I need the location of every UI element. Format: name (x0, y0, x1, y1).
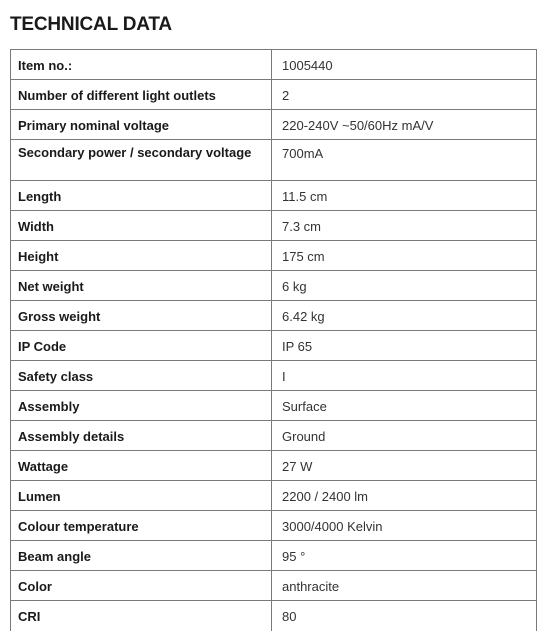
spec-label: Safety class (11, 361, 272, 391)
spec-value: 7.3 cm (272, 211, 537, 241)
spec-value: 27 W (272, 451, 537, 481)
table-row (11, 271, 537, 301)
spec-value: 11.5 cm (272, 181, 537, 211)
spec-label: Color (11, 571, 272, 601)
spec-value: 175 cm (272, 241, 537, 271)
spec-label: Net weight (11, 271, 272, 301)
table-row (11, 50, 537, 80)
spec-value: anthracite (272, 571, 537, 601)
table-row (11, 140, 537, 181)
technical-data-table (10, 49, 537, 631)
spec-label: Number of different light outlets (11, 80, 272, 110)
table-row (11, 361, 537, 391)
table-row (11, 241, 537, 271)
table-row (11, 571, 537, 601)
spec-label: Beam angle (11, 541, 272, 571)
spec-value: 95 ° (272, 541, 537, 571)
spec-label: Lumen (11, 481, 272, 511)
table-row (11, 391, 537, 421)
spec-label: Primary nominal voltage (11, 110, 272, 140)
table-row (11, 211, 537, 241)
table-row (11, 421, 537, 451)
table-row (11, 451, 537, 481)
page-title: TECHNICAL DATA (10, 14, 172, 35)
spec-value: 1005440 (272, 50, 537, 80)
table-row (11, 511, 537, 541)
spec-label: IP Code (11, 331, 272, 361)
table-row (11, 601, 537, 631)
spec-value: 3000/4000 Kelvin (272, 511, 537, 541)
spec-value: 6.42 kg (272, 301, 537, 331)
spec-label: Width (11, 211, 272, 241)
table-row (11, 301, 537, 331)
spec-value: Surface (272, 391, 537, 421)
spec-value: 2200 / 2400 lm (272, 481, 537, 511)
spec-value: 700mA (272, 140, 537, 181)
spec-value: I (272, 361, 537, 391)
spec-label: Assembly (11, 391, 272, 421)
table-row (11, 481, 537, 511)
spec-value: 220-240V ~50/60Hz mA/V (272, 110, 537, 140)
spec-label: CRI (11, 601, 272, 631)
spec-label: Length (11, 181, 272, 211)
spec-value: 80 (272, 601, 537, 631)
spec-label: Assembly details (11, 421, 272, 451)
spec-value: IP 65 (272, 331, 537, 361)
spec-value: Ground (272, 421, 537, 451)
table-row (11, 331, 537, 361)
table-row (11, 110, 537, 140)
spec-value: 2 (272, 80, 537, 110)
spec-label: Gross weight (11, 301, 272, 331)
table-row (11, 80, 537, 110)
spec-label: Colour temperature (11, 511, 272, 541)
spec-value: 6 kg (272, 271, 537, 301)
spec-label: Height (11, 241, 272, 271)
table-row (11, 541, 537, 571)
spec-label: Secondary power / secondary voltage (11, 140, 272, 181)
spec-label: Wattage (11, 451, 272, 481)
table-row (11, 181, 537, 211)
spec-label: Item no.: (11, 50, 272, 80)
